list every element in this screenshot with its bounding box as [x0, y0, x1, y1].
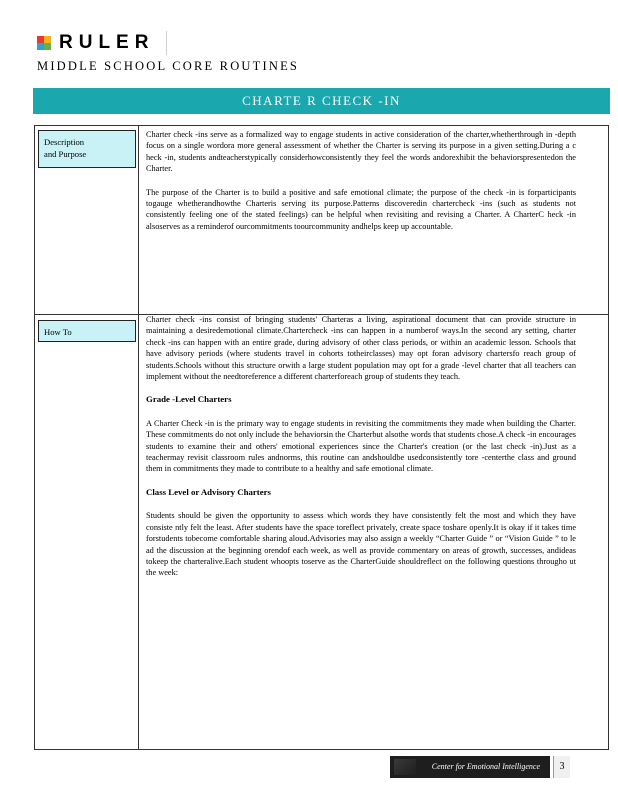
- routine-table: [34, 125, 609, 750]
- section-banner: CHARTE R CHECK -IN: [33, 88, 610, 114]
- how-to-label: [38, 320, 136, 342]
- description-label: [38, 130, 136, 168]
- description-content: [146, 129, 576, 232]
- logo-divider: [166, 31, 167, 55]
- grade-level-text: A Charter Check -in is the primary way to engage students in revisiting the commitments they made when building the Charter. These commitments do not only include the behaviorsin the Charterbut alsothe words that students chose.A check -in encourages students to examine their and others' emotional experiences since the Charter's creation (or the last check -in).Just as a teachermay revisit classroom rules andnorms, this routine can andshouldbe usedconsistently tore -centerthe class and ground them in commitments they made to contribute to a healthy and safe emotional climate.: [146, 418, 576, 474]
- how-to-label-text: How To: [44, 327, 72, 337]
- footer-badge-graphic: [394, 759, 416, 775]
- ruler-logo: [37, 32, 154, 54]
- document-subtitle: MIDDLE SCHOOL CORE ROUTINES: [37, 59, 300, 73]
- ruler-logo-mark: [37, 36, 51, 50]
- class-level-text: Students should be given the opportunity to assess which words they have consistently felt the most and which they have consiste ntly felt the least. After students have the space toreflect privately, create space toshare openly.It is okay if it takes time forstudents tobecome comfortable sharing aloud.Advisories may also assign a weekly “Charter Guide ” or “Vision Guide ” to le ad the discussion at the beginning orendof each week, as well as provide commentary on areas of growth, successes, andideas tokeep the charteralive.Each student whoopts toserve as the CharterGuide shouldreflect on the following questions througho ut the week:: [146, 511, 576, 578]
- grade-level-heading: Grade -Level Charters: [146, 394, 232, 405]
- logo-text: RULER: [59, 32, 155, 53]
- column-divider: [138, 126, 139, 749]
- description-label-line2: and Purpose: [44, 149, 87, 159]
- description-paragraph-1: Charter check -ins serve as a formalized way to engage students in active consideration of the charter,whetherthrough in -depth focus on a single wordora more general assessment of whether the Charter is serving its purpose in a given setting.During a c heck -in, students andteacherstypically considerhowconsistently they feel the words andorexhibit the behaviorspresentedon the Charter.: [146, 130, 576, 174]
- how-to-content: [146, 314, 576, 579]
- how-to-intro: Charter check -ins consist of bringing students' Charteras a living, aspirational document that can provide structure in maintaining a desiredemotional climate.Chartercheck -ins can happen in a numberof ways.In the second ary setting, charter check -ins can happen with an entire grade, during advisory of other class periods, or within an academic lesson. Schools that have advisory periods (where students travel in cohorts totheirclasses) may opt foran advisory chartersfo reach group of students.Schools without this structure orwith a large student population may opt for a grade -level charter that all teachers can implement without the needtoreference a different charterforeach group of students they teach.: [146, 315, 576, 382]
- description-label-line1: Description: [44, 137, 85, 147]
- class-level-heading: Class Level or Advisory Charters: [146, 486, 271, 497]
- footer-badge: [390, 756, 550, 778]
- footer-badge-text: Center for Emotional Intelligence: [431, 762, 540, 771]
- page-number: 3: [553, 756, 570, 778]
- description-paragraph-2: The purpose of the Charter is to build a positive and safe emotional climate; the purpose of the check -in is forparticipants togauge whetherandhowthe Charteris serving its purpose.Patterns discoveredin chartercheck -ins (such as students not consistently feeling one of the stated feelings) can be helpful when revisiting and revising a Charter. A CharterC heck -in alsoserves as a reminderof ourcommitments toourcommunity andhelps keep up accountable.: [146, 187, 576, 231]
